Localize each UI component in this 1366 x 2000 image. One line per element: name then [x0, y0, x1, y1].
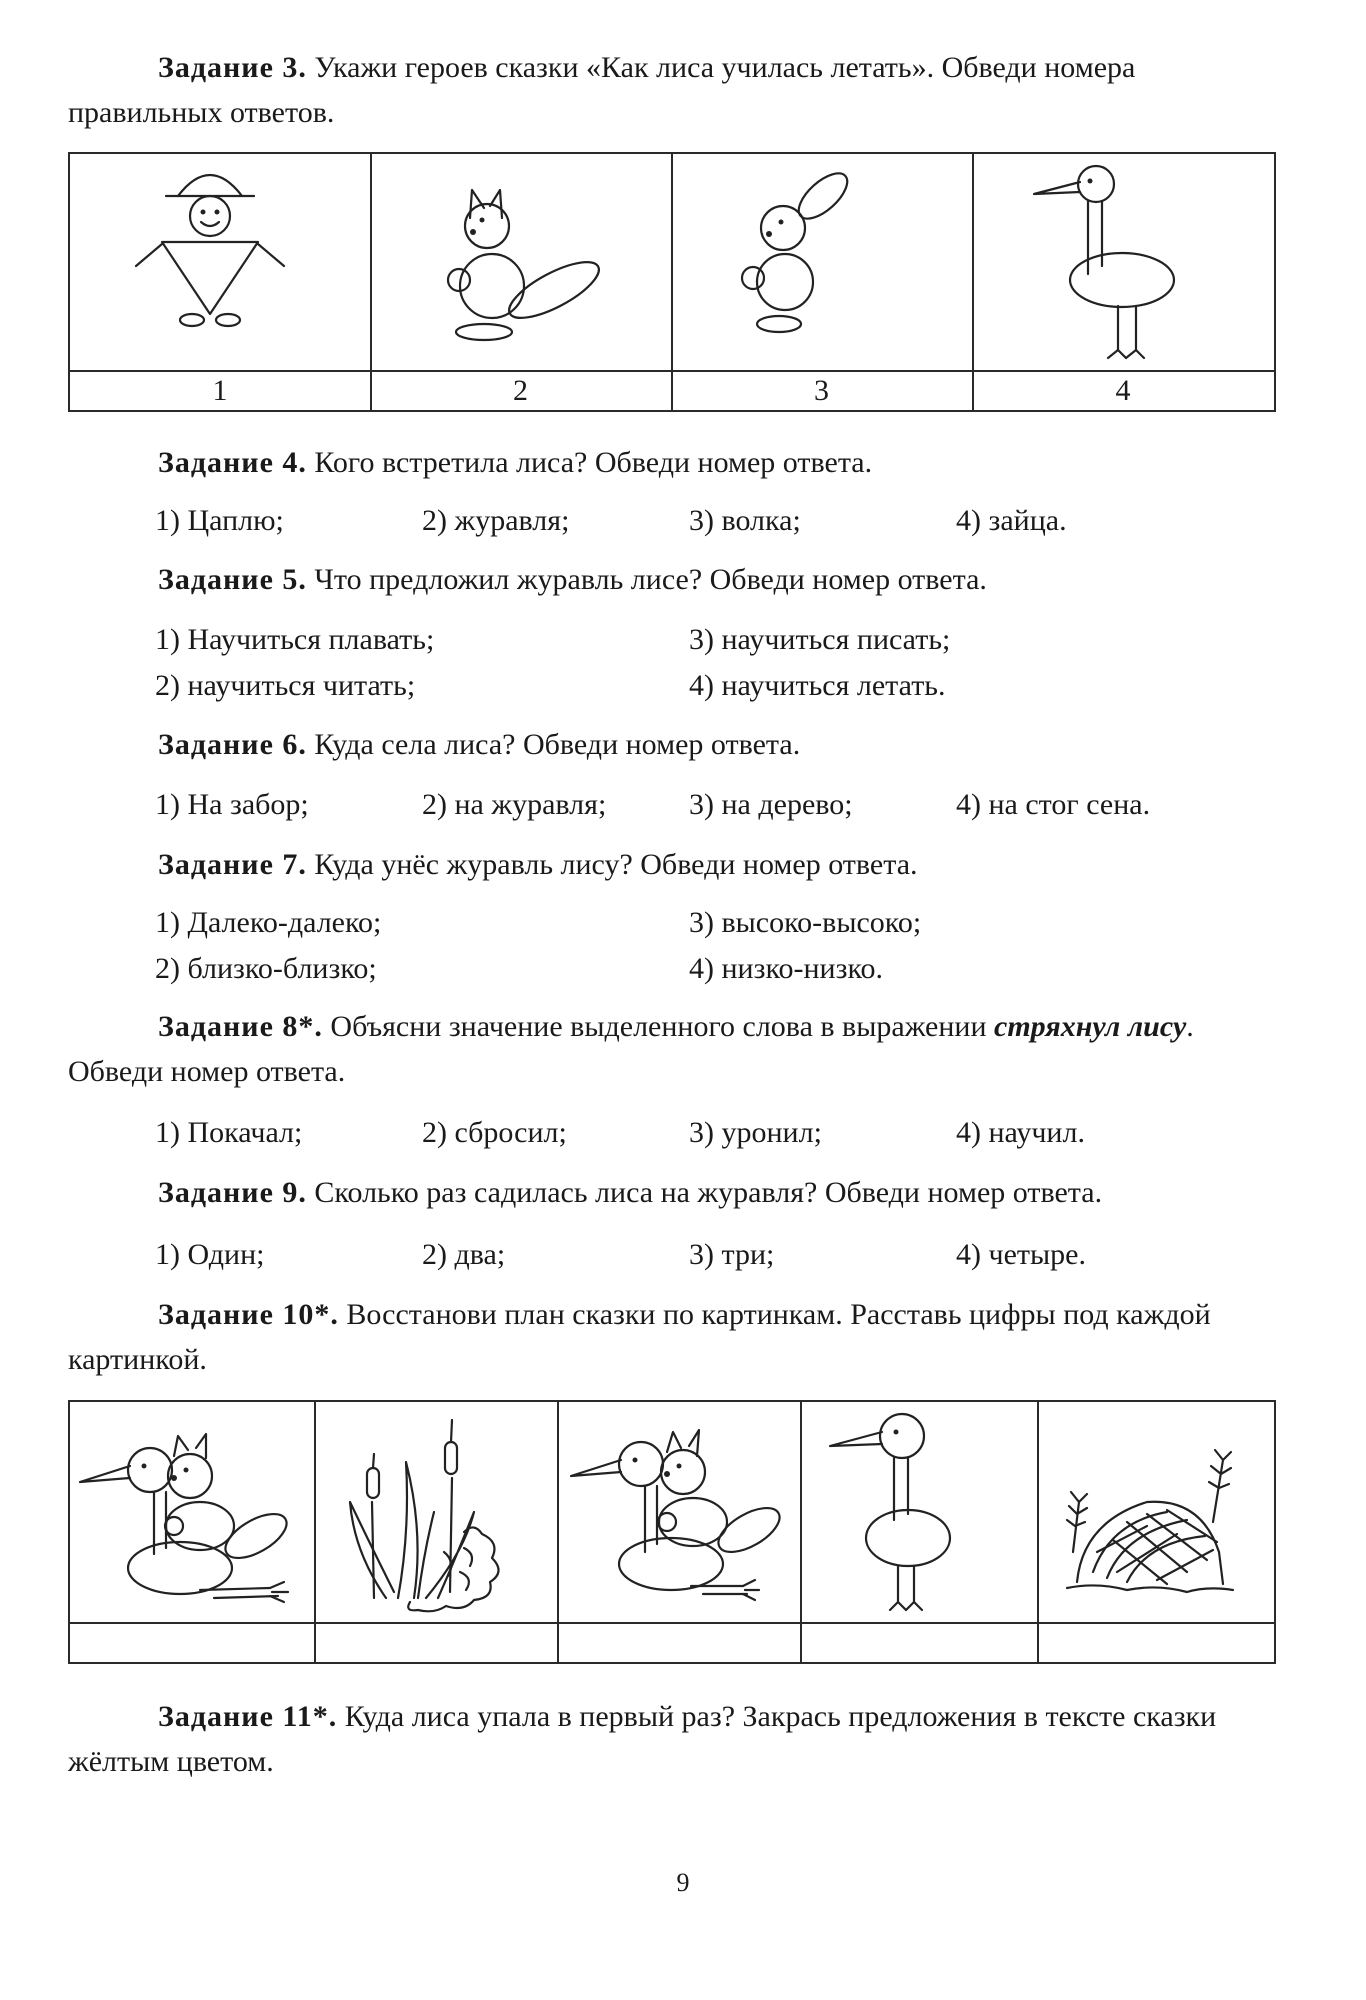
answer-option[interactable]: 3) уронил; — [689, 1116, 822, 1149]
answer-option[interactable]: 4) низко-низко. — [689, 952, 884, 985]
task-4-label: Задание 4. — [158, 446, 307, 479]
answer-option[interactable]: 3) научиться писать; — [689, 623, 951, 656]
hare-picture — [671, 154, 971, 370]
task-4-prompt — [68, 440, 1276, 485]
task-9-label: Задание 9. — [158, 1176, 307, 1209]
task-3-label: Задание 3. — [158, 51, 307, 84]
answer-option[interactable]: 1) Покачал; — [155, 1116, 303, 1149]
fox-on-crane-picture — [70, 1402, 314, 1622]
task-6-answers — [155, 782, 1275, 827]
task-6-prompt — [68, 722, 1276, 767]
task-8-prompt — [68, 1004, 1276, 1094]
answer-option[interactable]: 4) четыре. — [956, 1238, 1086, 1271]
hero-number[interactable]: 2 — [513, 374, 528, 407]
task-5-answers-row-1 — [155, 617, 1275, 662]
crane-picture — [972, 154, 1274, 370]
reeds-swamp-picture — [314, 1402, 557, 1622]
fox-picture — [370, 154, 670, 370]
task-11-label: Задание 11*. — [158, 1700, 338, 1733]
hero-number[interactable]: 4 — [1115, 374, 1131, 407]
task-11-text: Куда лиса упала в первый раз? Закрась предложения в тексте сказки жёлтым цветом. — [68, 1700, 1217, 1778]
answer-option[interactable]: 3) высоко-высоко; — [689, 906, 922, 939]
task-6-text: Куда села лиса? Обведи номер ответа. — [306, 728, 801, 761]
task-10-prompt — [68, 1292, 1276, 1382]
answer-option[interactable]: 1) Далеко-далеко; — [155, 906, 382, 939]
answer-option[interactable]: 4) научиться летать. — [689, 669, 946, 702]
hero-number[interactable]: 1 — [212, 374, 228, 407]
answer-option[interactable]: 1) Научиться плавать; — [155, 623, 435, 656]
answer-option[interactable]: 2) научиться читать; — [155, 669, 416, 702]
answer-option[interactable]: 4) на стог сена. — [956, 788, 1151, 821]
answer-option[interactable]: 2) сбросил; — [422, 1116, 567, 1149]
answer-option[interactable]: 4) зайца. — [956, 504, 1067, 537]
answer-option[interactable]: 3) на дерево; — [689, 788, 853, 821]
answer-option[interactable]: 3) волка; — [689, 504, 801, 537]
fox-on-crane-picture — [557, 1402, 800, 1622]
answer-option[interactable]: 1) Один; — [155, 1238, 265, 1271]
answer-option[interactable]: 2) на журавля; — [422, 788, 607, 821]
task-3-text: Укажи героев сказки «Как лиса училась летать». Обведи номера правильных ответов. — [68, 51, 1136, 129]
task-5-text: Что предложил журавль лисе? Обведи номер ответа. — [306, 563, 987, 596]
task-7-text: Куда унёс журавль лису? Обведи номер ответа. — [306, 848, 918, 881]
task-8-text-before: Объясни значение выделенного слова в выражении — [322, 1010, 995, 1043]
answer-option[interactable]: 2) близко-близко; — [155, 952, 377, 985]
story-plan-table — [68, 1400, 1276, 1664]
answer-option[interactable]: 1) На забор; — [155, 788, 309, 821]
answer-option[interactable]: 1) Цаплю; — [155, 504, 284, 537]
task-7-label: Задание 7. — [158, 848, 307, 881]
haystack-picture — [1037, 1402, 1274, 1622]
task-5-answers-row-2 — [155, 663, 1275, 708]
answer-option[interactable]: 2) два; — [422, 1238, 506, 1271]
crane-picture — [800, 1402, 1037, 1622]
answer-option[interactable]: 3) три; — [689, 1238, 775, 1271]
boy-picture — [70, 154, 370, 370]
task-9-text: Сколько раз садилась лиса на журавля? Обведи номер ответа. — [306, 1176, 1103, 1209]
task-8-text-after: . Обведи номер ответа. — [68, 1010, 1194, 1088]
task-8-label: Задание 8*. — [158, 1010, 323, 1043]
task-11-prompt — [68, 1694, 1276, 1784]
task-4-answers — [155, 498, 1275, 543]
highlighted-phrase: стряхнул лису — [994, 1010, 1187, 1043]
task-3-prompt — [68, 45, 1276, 135]
task-9-prompt — [68, 1170, 1276, 1215]
page-number: 9 — [676, 1868, 690, 1897]
task-7-answers-row-2 — [155, 946, 1275, 991]
task-7-prompt — [68, 842, 1276, 887]
hero-number[interactable]: 3 — [814, 374, 829, 407]
task-5-prompt — [68, 557, 1276, 602]
answer-option[interactable]: 2) журавля; — [422, 504, 570, 537]
task-7-answers-row-1 — [155, 900, 1275, 945]
answer-option[interactable]: 4) научил. — [956, 1116, 1085, 1149]
task-5-label: Задание 5. — [158, 563, 307, 596]
task-9-answers — [155, 1232, 1275, 1277]
task-10-label: Задание 10*. — [158, 1298, 339, 1331]
task-4-text: Кого встретила лиса? Обведи номер ответа. — [306, 446, 873, 479]
task-10-text: Восстанови план сказки по картинкам. Расставь цифры под каждой картинкой. — [68, 1298, 1211, 1376]
heroes-table — [68, 152, 1276, 412]
task-8-answers — [155, 1110, 1275, 1155]
task-6-label: Задание 6. — [158, 728, 307, 761]
